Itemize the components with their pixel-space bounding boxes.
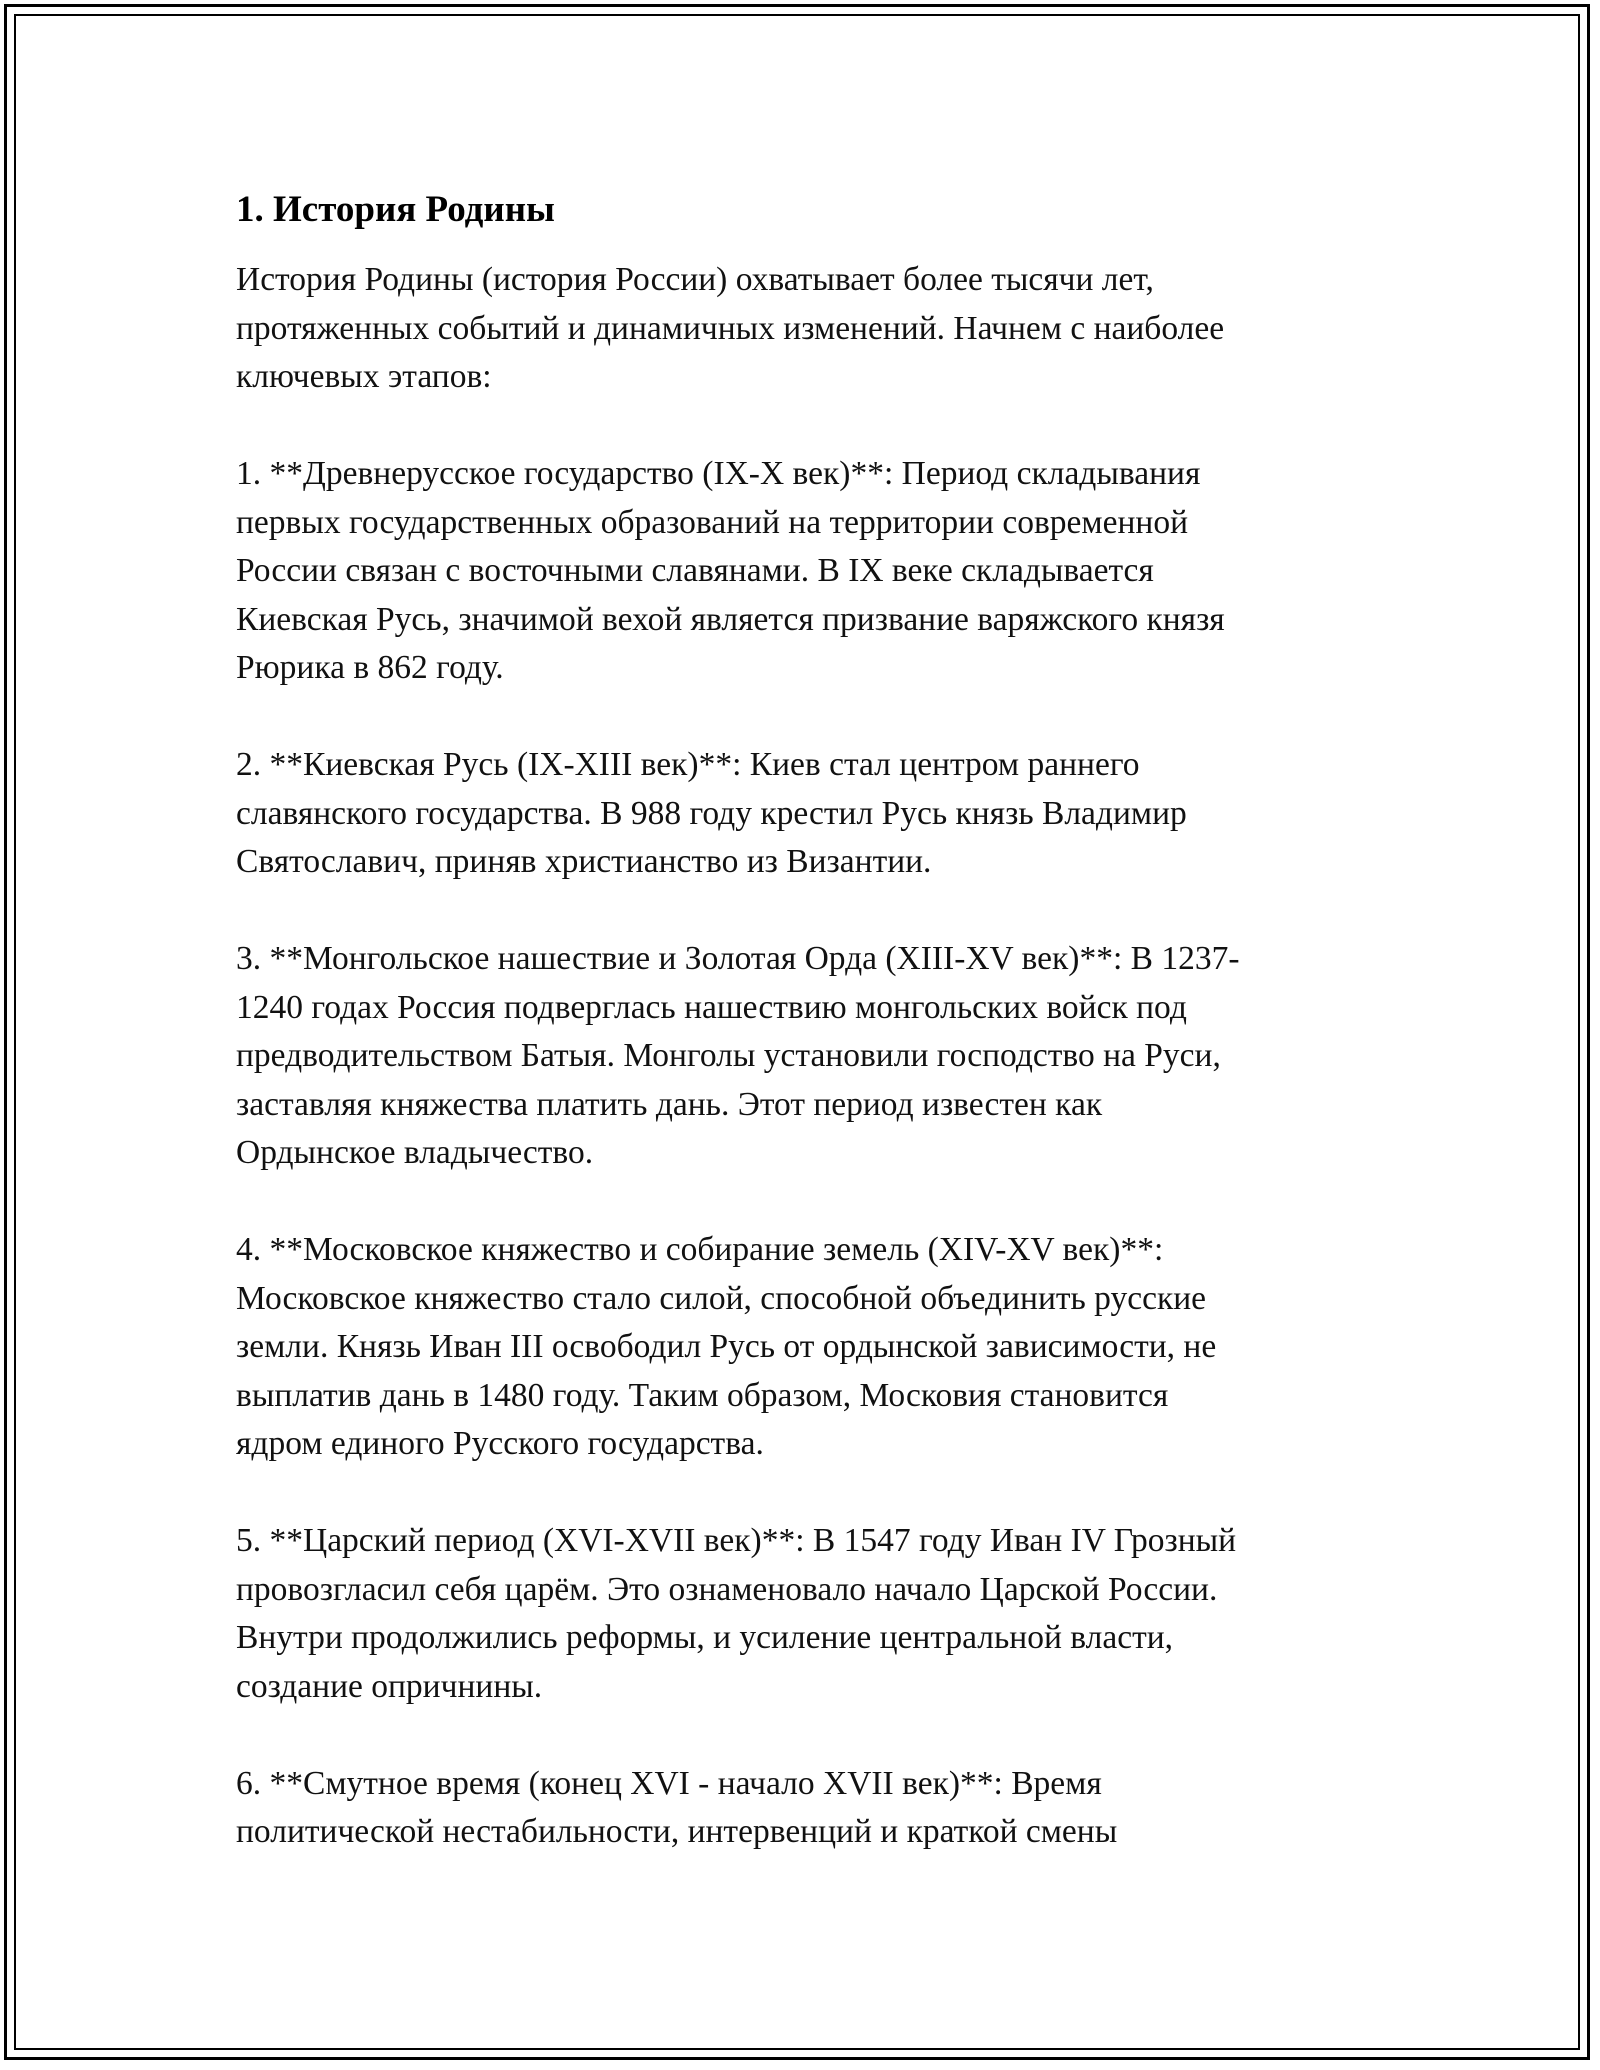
intro-paragraph: История Родины (история России) охватывает более тысячи лет, протяженных событий и динамичных изменений. Начнем с наиболее ключевых этапов: xyxy=(236,261,1225,395)
document-body xyxy=(236,186,1366,1857)
list-item-4: 4. **Московское княжество и собирание земель (XIV-XV век)**: Московское княжество стало силой, способной объединить русские земли. Князь Иван III освободил Русь от ордынской зависимости, не выплатив дань в 1480 году. Таким образом, Московия становится ядром единого Русского государства. xyxy=(236,1231,1217,1462)
section-heading: 1. История Родины xyxy=(236,189,555,230)
list-item-2: 2. **Киевская Русь (IX-XIII век)**: Киев стал центром раннего славянского государства. В 988 году крестил Русь князь Владимир Святославич, приняв христианство из Византии. xyxy=(236,746,1187,880)
list-item-1: 1. **Древнерусское государство (IX-X век)**: Период складывания первых государственных образований на территории современной России связан с восточными славянами. В IX веке складывается Киевская Русь, значимой вехой является призвание варяжского князя Рюрика в 862 году. xyxy=(236,455,1225,686)
list-item-5: 5. **Царский период (XVI-XVII век)**: В 1547 году Иван IV Грозный провозгласил себя царём. Это ознаменовало начало Царской России. Внутри продолжились реформы, и усиление центральной власти, создание опричнины. xyxy=(236,1522,1237,1705)
list-item-3: 3. **Монгольское нашествие и Золотая Орда (XIII-XV век)**: В 1237- 1240 годах Россия подверглась нашествию монгольских войск под предводительством Батыя. Монголы установили господство на Руси, заставляя княжества платить дань. Этот период известен как Ордынское владычество. xyxy=(236,940,1240,1171)
list-item-6: 6. **Смутное время (конец XVI - начало XVII век)**: Время политической нестабильности, интервенций и краткой смены xyxy=(236,1764,1118,1850)
